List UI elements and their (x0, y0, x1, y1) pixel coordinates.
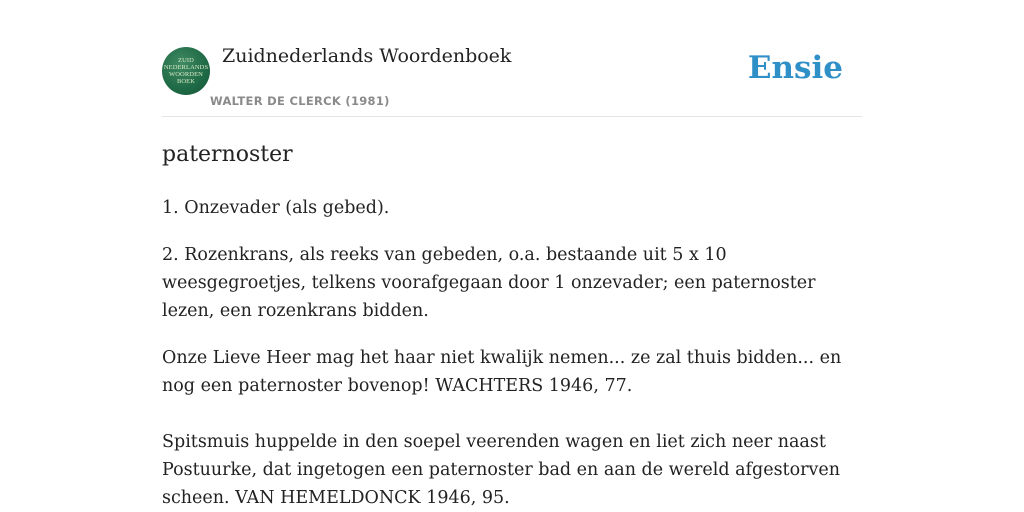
logo-text-line: BOEK (176, 78, 196, 85)
entry-headword: paternoster (162, 142, 293, 167)
dictionary-author: WALTER DE CLERCK (1981) (210, 94, 390, 108)
citation-2: Spitsmuis huppelde in den soepel veerenden wagen en liet zich neer naast Postuurke, dat ingetogen een paternoster bad en aan de wereld afgestorven scheen. VAN HEMELDONCK 1946, 95. (162, 432, 840, 508)
ensie-logo-link[interactable]: Ensie (747, 50, 843, 86)
citation-1: Onze Lieve Heer mag het haar niet kwalijk nemen... ze zal thuis bidden... en nog een paternoster bovenop! WACHTERS 1946, 77. (162, 348, 842, 396)
dictionary-title[interactable]: Zuidnederlands Woordenboek (222, 45, 512, 67)
definition-2: 2. Rozenkrans, als reeks van gebeden, o.a. bestaande uit 5 x 10 weesgegroetjes, telkens voorafgegaan door 1 onzevader; een paternoster lezen, een rozenkrans bidden. (162, 245, 816, 321)
entry-content (162, 138, 862, 512)
definition-1: 1. Onzevader (als gebed). (162, 198, 390, 218)
dictionary-header (162, 40, 862, 117)
logo-text-line: NEDERLANDS (163, 64, 209, 71)
dictionary-logo[interactable] (162, 47, 210, 95)
logo-text-line: WOORDEN (169, 71, 203, 78)
logo-text-line: ZUID (178, 57, 194, 64)
